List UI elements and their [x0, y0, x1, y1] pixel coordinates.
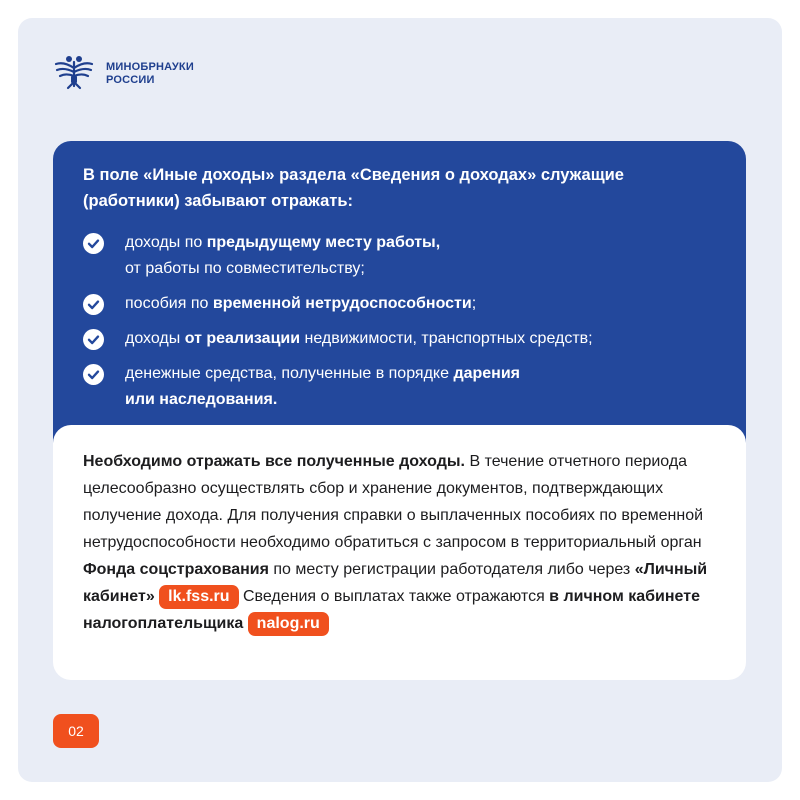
item-text-end: недвижимости, транспортных средств; [300, 330, 593, 347]
blue-info-panel [53, 141, 746, 461]
text-part-1: В течение отчетного периода целесообразно осуществлять сбор и хранение документов, подтверждающих получение дохода. Для получения справки о выплаченных пособиях по временной нетрудоспособности необходимо обратиться с запросом в территориальный орган [83, 453, 704, 551]
item-bold: от реализации [184, 330, 301, 347]
body-paragraph [83, 448, 728, 637]
page-number-badge: 02 [53, 714, 99, 748]
text-part-3: Сведения о выплатах также отражаются [238, 588, 550, 605]
list-item [83, 361, 723, 413]
check-circle-icon [83, 294, 104, 315]
list-item [83, 326, 723, 352]
white-info-panel [53, 425, 746, 680]
item-bold-cont: или наследования. [125, 391, 278, 408]
panel-title: В поле «Иные доходы» раздела «Сведения о доходах» служащие (работники) забывают отражать: [83, 166, 624, 210]
item-text: доходы по [125, 234, 207, 251]
checklist [83, 230, 723, 422]
nalog-link[interactable]: nalog.ru [248, 612, 329, 636]
item-text: пособия по [125, 295, 213, 312]
check-circle-icon [83, 329, 104, 350]
taxpayer-cabinet-label: в личном кабинете налогоплательщика [83, 588, 700, 632]
item-text: доходы [125, 330, 185, 347]
lk-fss-link[interactable]: lk.fss.ru [159, 585, 238, 609]
item-text: денежные средства, полученные в порядке [125, 365, 454, 382]
item-text-end: ; [471, 295, 477, 312]
personal-cabinet-label: «Личный кабинет» [83, 561, 708, 605]
list-item [83, 291, 723, 317]
lead-bold: Необходимо отражать все полученные доходы. [83, 453, 465, 470]
item-bold: временной нетрудоспособности [212, 295, 472, 312]
item-text-cont: от работы по совместительству; [125, 260, 365, 277]
ministry-logo [52, 52, 194, 96]
list-item [83, 230, 723, 282]
fund-name: Фонда соцстрахования [83, 561, 269, 578]
logo-line-1: МИНОБРНАУКИ [106, 61, 194, 73]
eagle-emblem-icon [52, 52, 96, 96]
item-bold: дарения [453, 365, 520, 382]
check-circle-icon [83, 364, 104, 385]
check-circle-icon [83, 233, 104, 254]
item-bold: предыдущему месту работы, [206, 234, 441, 251]
logo-line-2: РОССИИ [106, 74, 155, 86]
logo-text [106, 61, 194, 87]
text-part-2: по месту регистрации работодателя либо через [268, 561, 635, 578]
